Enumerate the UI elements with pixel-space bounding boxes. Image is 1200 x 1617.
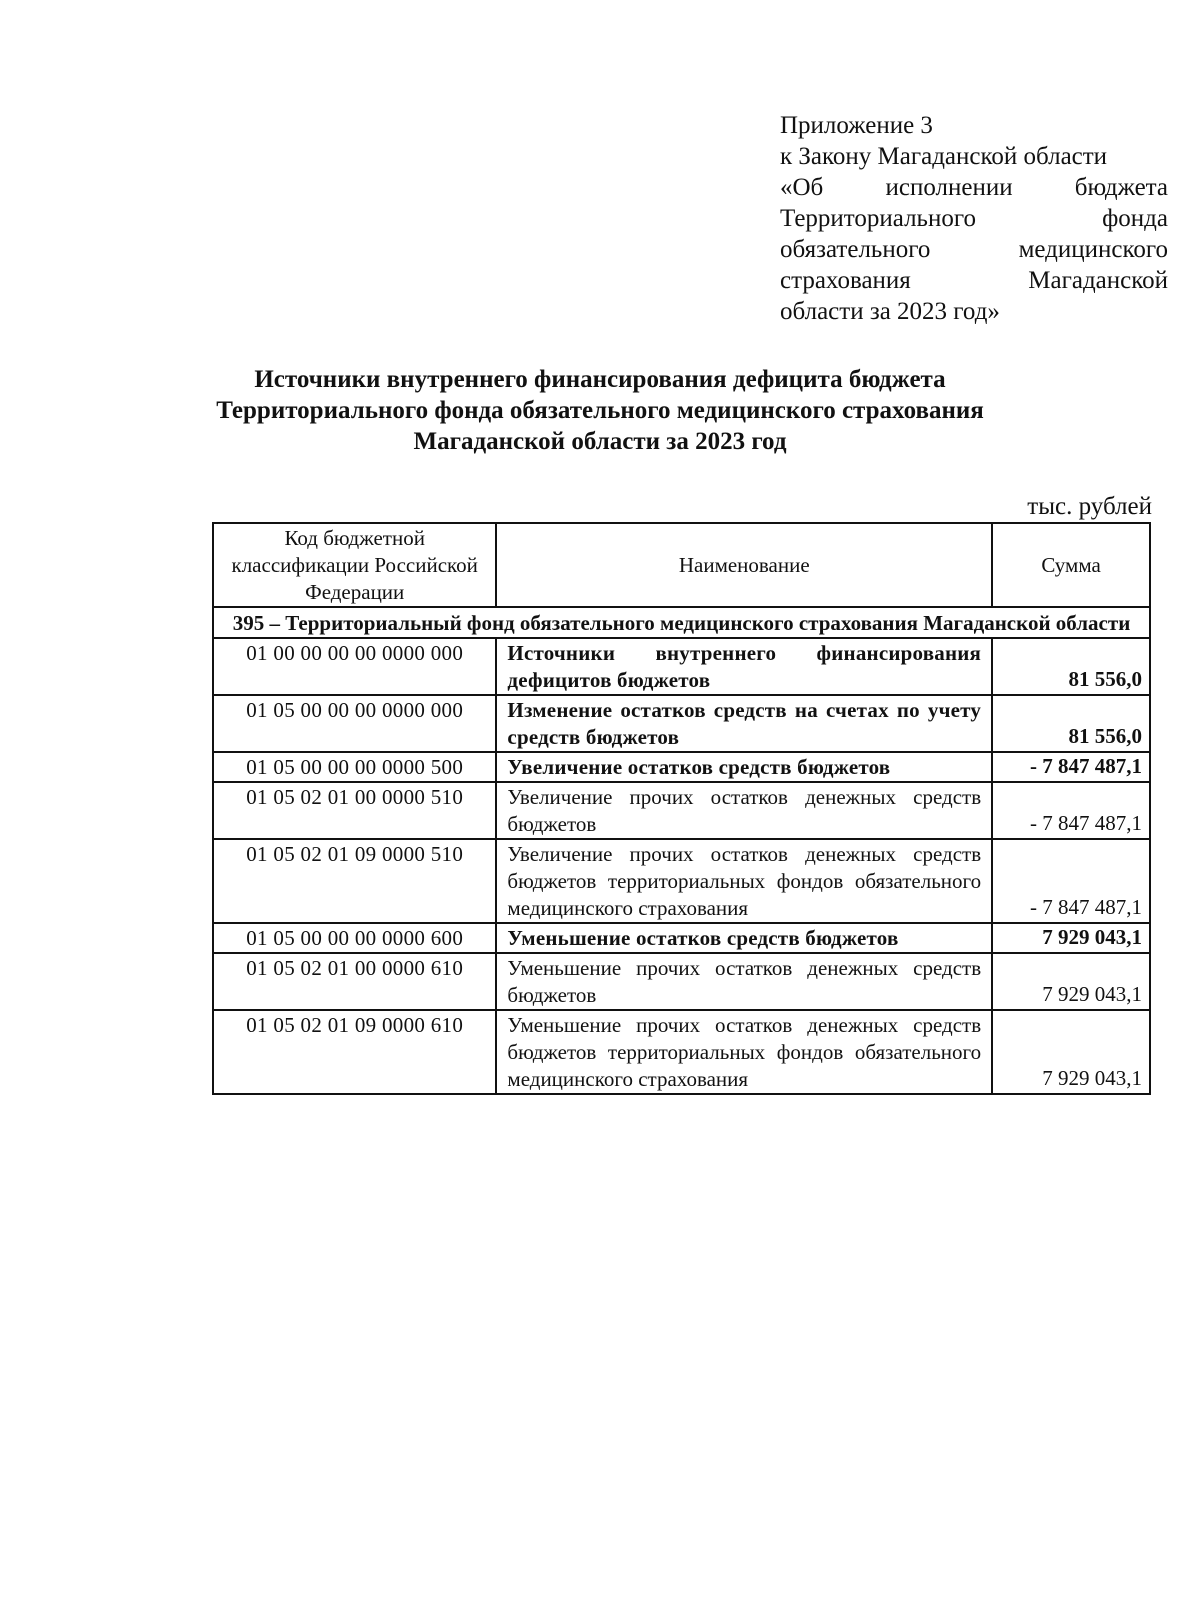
title-line: Территориального фонда обязательного медицинского страхования [216,397,984,424]
appendix-law-title-line: области за 2023 год» [780,298,1000,325]
financing-sources-table [212,522,1151,1095]
appendix-law-title-line: Территориального фонда [780,205,1168,232]
table-row [213,638,1150,695]
appendix-number: Приложение 3 [780,112,933,139]
row-code: 01 05 02 01 09 0000 510 [213,839,496,923]
row-code: 01 05 00 00 00 0000 600 [213,923,496,953]
row-name: Увеличение прочих остатков денежных средств бюджетов территориальных фондов обязательного медицинского страхования [496,839,992,923]
table-row [213,1010,1150,1094]
row-code: 01 05 02 01 00 0000 510 [213,782,496,839]
row-sum: 7 929 043,1 [992,953,1150,1010]
row-code: 01 05 02 01 09 0000 610 [213,1010,496,1094]
header-name: Наименование [496,523,992,607]
table-row [213,923,1150,953]
header-code: Код бюджетной классификации Российской Федерации [213,523,496,607]
section-title: 395 – Территориальный фонд обязательного медицинского страхования Магаданской области [213,607,1150,638]
row-sum: - 7 847 487,1 [992,782,1150,839]
appendix-law-title-line: страхования Магаданской [780,267,1168,294]
appendix-law-ref: к Закону Магаданской области [780,143,1108,170]
row-code: 01 05 00 00 00 0000 000 [213,695,496,752]
units-label: тыс. рублей [1027,493,1152,520]
row-sum: - 7 847 487,1 [992,752,1150,782]
title-line: Источники внутреннего финансирования дефицита бюджета [254,366,946,393]
header-sum: Сумма [992,523,1150,607]
row-code: 01 05 00 00 00 0000 500 [213,752,496,782]
appendix-law-title-line: обязательного медицинского [780,236,1168,263]
document-title [0,364,1200,457]
section-row [213,607,1150,638]
appendix-block [780,110,1168,327]
row-sum: - 7 847 487,1 [992,839,1150,923]
row-name: Увеличение остатков средств бюджетов [496,752,992,782]
row-sum: 81 556,0 [992,695,1150,752]
appendix-law-title-line: «Об исполнении бюджета [780,174,1168,201]
table-row [213,782,1150,839]
table-row [213,695,1150,752]
row-sum: 7 929 043,1 [992,1010,1150,1094]
table-row [213,953,1150,1010]
table-row [213,752,1150,782]
row-sum: 81 556,0 [992,638,1150,695]
row-code: 01 05 02 01 00 0000 610 [213,953,496,1010]
row-name: Изменение остатков средств на счетах по учету средств бюджетов [496,695,992,752]
row-name: Источники внутреннего финансирования дефицитов бюджетов [496,638,992,695]
row-sum: 7 929 043,1 [992,923,1150,953]
row-name: Уменьшение остатков средств бюджетов [496,923,992,953]
row-name: Увеличение прочих остатков денежных средств бюджетов [496,782,992,839]
row-code: 01 00 00 00 00 0000 000 [213,638,496,695]
title-line: Магаданской области за 2023 год [413,428,787,455]
row-name: Уменьшение прочих остатков денежных средств бюджетов [496,953,992,1010]
row-name: Уменьшение прочих остатков денежных средств бюджетов территориальных фондов обязательного медицинского страхования [496,1010,992,1094]
table-header-row [213,523,1150,607]
table-row [213,839,1150,923]
